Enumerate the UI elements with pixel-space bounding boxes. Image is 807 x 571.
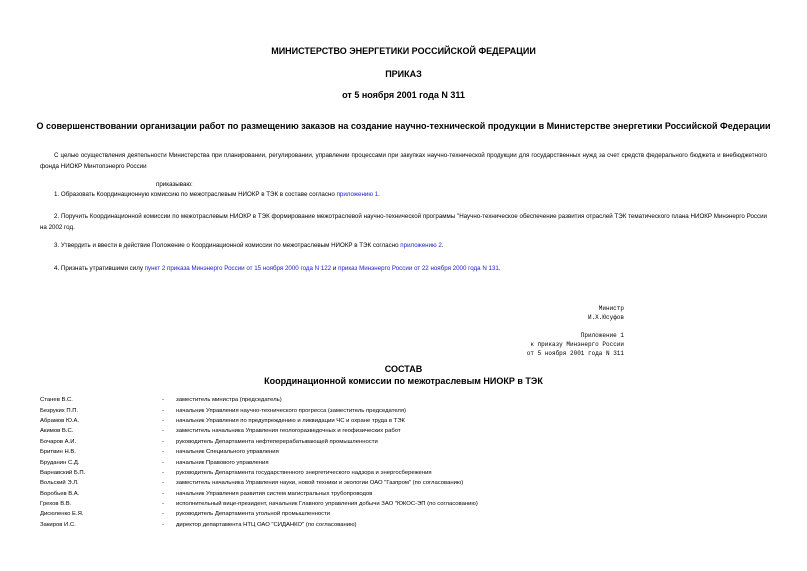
intro-paragraph: С целью осуществления деятельности Министерства при планировании, регулировании, управлении процессами при закупках научно-технической продукции для государственных нужд за счет средств федерального бюджета и внебюджетного фонда НИОКР Минтопэнерго России — [40, 152, 767, 170]
appendix-line-1: Приложение 1 — [580, 332, 624, 339]
member-name: Воробьев В.А. — [40, 490, 80, 497]
member-row — [40, 447, 478, 457]
document-type: ПРИКАЗ — [385, 69, 422, 79]
member-position: исполнительный вице-президент, начальник Главного управления добычи ЗАО "ЮКОС-ЭП (по согласованию) — [176, 501, 478, 508]
document-title: О совершенствовании организации работ по размещению заказов на создание научно-технической продукции в Министерстве энергетики Российской Федерации — [36, 121, 771, 131]
member-name: Бритвин Н.В. — [40, 449, 76, 456]
member-name: Бруданин С.Д. — [40, 459, 80, 466]
member-position: начальник Управления научно-технического прогресса (заместитель председателя) — [176, 407, 407, 414]
order-item-4: 4. Признать утратившими силу пункт 2 приказа Минэнерго России от 15 ноября 2000 года N 122 и приказ Минэнерго России от 22 ноября 2000 года N 131. — [54, 265, 501, 272]
member-position: руководитель Департамента государственного энергетического надзора и энергосбережения — [176, 469, 432, 476]
member-dash: - — [162, 397, 164, 404]
member-name: Абрамов Ю.А. — [40, 417, 80, 424]
member-row — [40, 520, 478, 530]
composition-table — [40, 395, 478, 530]
member-row — [40, 468, 478, 478]
order-122-link[interactable]: пункт 2 приказа Минэнерго России от 15 ноября 2000 года N 122 — [144, 265, 332, 272]
member-dash: - — [162, 511, 164, 518]
member-row — [40, 499, 478, 509]
member-name: Вольский Э.Л. — [40, 480, 79, 487]
composition-table-body — [40, 395, 478, 530]
signature-name: И.Х.Юсуфов — [587, 314, 624, 321]
member-position: начальник Управления по предупреждению и ликвидации ЧС и охране труда в ТЭК — [176, 417, 405, 424]
member-name: Станев В.С. — [40, 397, 73, 404]
member-name: Бочаров А.И. — [40, 438, 77, 445]
member-position: начальник Правового управления — [176, 459, 269, 466]
member-row — [40, 489, 478, 499]
order-item-1: 1. Образовать Координационную комиссию по межотраслевым НИОКР в ТЭК в составе согласно приложению 1. — [54, 191, 380, 198]
order-item-2: 2. Поручить Координационной комиссии по межотраслевым НИОКР в ТЭК формирование межотраслевой научно-технической программы "Научно-техническое обеспечение развития отраслей ТЭК тематического плана НИОКР Минэнерго России на 2002 год. — [40, 213, 767, 231]
member-dash: - — [162, 449, 164, 456]
member-position: руководитель Департамента нефтеперерабатывающей промышленности — [176, 438, 378, 445]
document-date-number: от 5 ноября 2001 года N 311 — [342, 90, 465, 100]
member-dash: - — [162, 459, 164, 466]
appendix-line-2: к приказу Минэнерго России — [530, 341, 624, 348]
member-name: Акимов В.С. — [40, 428, 74, 435]
member-position: заместитель министра (председатель) — [176, 397, 282, 404]
composition-title: СОСТАВ — [384, 364, 423, 374]
member-dash: - — [162, 521, 164, 528]
member-row — [40, 395, 478, 405]
member-position: заместитель начальника Управления геологоразведочных и геофизических работ — [176, 428, 401, 435]
member-row — [40, 426, 478, 436]
member-position: заместитель начальника Управления науки, новой техники и экологии ОАО "Газпром" (по согласованию) — [176, 480, 464, 487]
member-position: начальник Управления развития систем магистральных трубопроводов — [176, 490, 373, 497]
member-row — [40, 416, 478, 426]
member-dash: - — [162, 469, 164, 476]
signature-role: Министр — [598, 305, 624, 312]
member-dash: - — [162, 428, 164, 435]
member-dash: - — [162, 417, 164, 424]
composition-subtitle: Координационной комиссии по межотраслевым НИОКР в ТЭК — [264, 376, 543, 386]
member-row — [40, 405, 478, 415]
order-item-3-text: 3. Утвердить и ввести в действие Положение о Координационной комиссии по межотраслевым НИОКР в ТЭК согласно — [54, 242, 401, 249]
member-position: директор департамента НТЦ ОАО "СИДАНКО" (по согласованию) — [176, 521, 357, 528]
member-dash: - — [162, 480, 164, 487]
member-name: Безруких П.П. — [40, 407, 79, 414]
order-word: приказываю: — [156, 181, 193, 188]
member-row — [40, 509, 478, 519]
member-name: Дисюленко Е.Я. — [40, 511, 84, 518]
member-dash: - — [162, 490, 164, 497]
member-name: Грехов В.В. — [40, 501, 72, 508]
member-dash: - — [162, 501, 164, 508]
order-item-3: 3. Утвердить и ввести в действие Положение о Координационной комиссии по межотраслевым НИОКР в ТЭК согласно приложению 2. — [54, 242, 444, 249]
appendix-2-link[interactable]: приложению 2 — [400, 242, 442, 249]
member-row — [40, 457, 478, 467]
member-row — [40, 437, 478, 447]
member-name: Варнавский Б.П. — [40, 469, 86, 476]
member-position: начальник Специального управления — [176, 449, 279, 456]
member-name: Закиров И.С. — [40, 521, 76, 528]
order-item-1-text: 1. Образовать Координационную комиссию по межотраслевым НИОКР в ТЭК в составе согласно — [54, 191, 337, 198]
member-dash: - — [162, 407, 164, 414]
signature-block — [588, 304, 624, 322]
ministry-name: МИНИСТЕРСТВО ЭНЕРГЕТИКИ РОССИЙСКОЙ ФЕДЕРАЦИИ — [271, 46, 536, 56]
order-item-4-mid: и — [331, 265, 339, 272]
member-position: руководитель Департамента угольной промышленности — [176, 511, 331, 518]
order-131-link[interactable]: приказ Минэнерго России от 22 ноября 2000 года N 131 — [338, 265, 499, 272]
appendix-1-link[interactable]: приложению 1 — [336, 191, 379, 198]
appendix-line-3: от 5 ноября 2001 года N 311 — [526, 350, 624, 357]
appendix-block — [527, 331, 624, 358]
member-dash: - — [162, 438, 164, 445]
order-item-4-text: 4. Признать утратившими силу — [54, 265, 145, 272]
member-row — [40, 478, 478, 488]
